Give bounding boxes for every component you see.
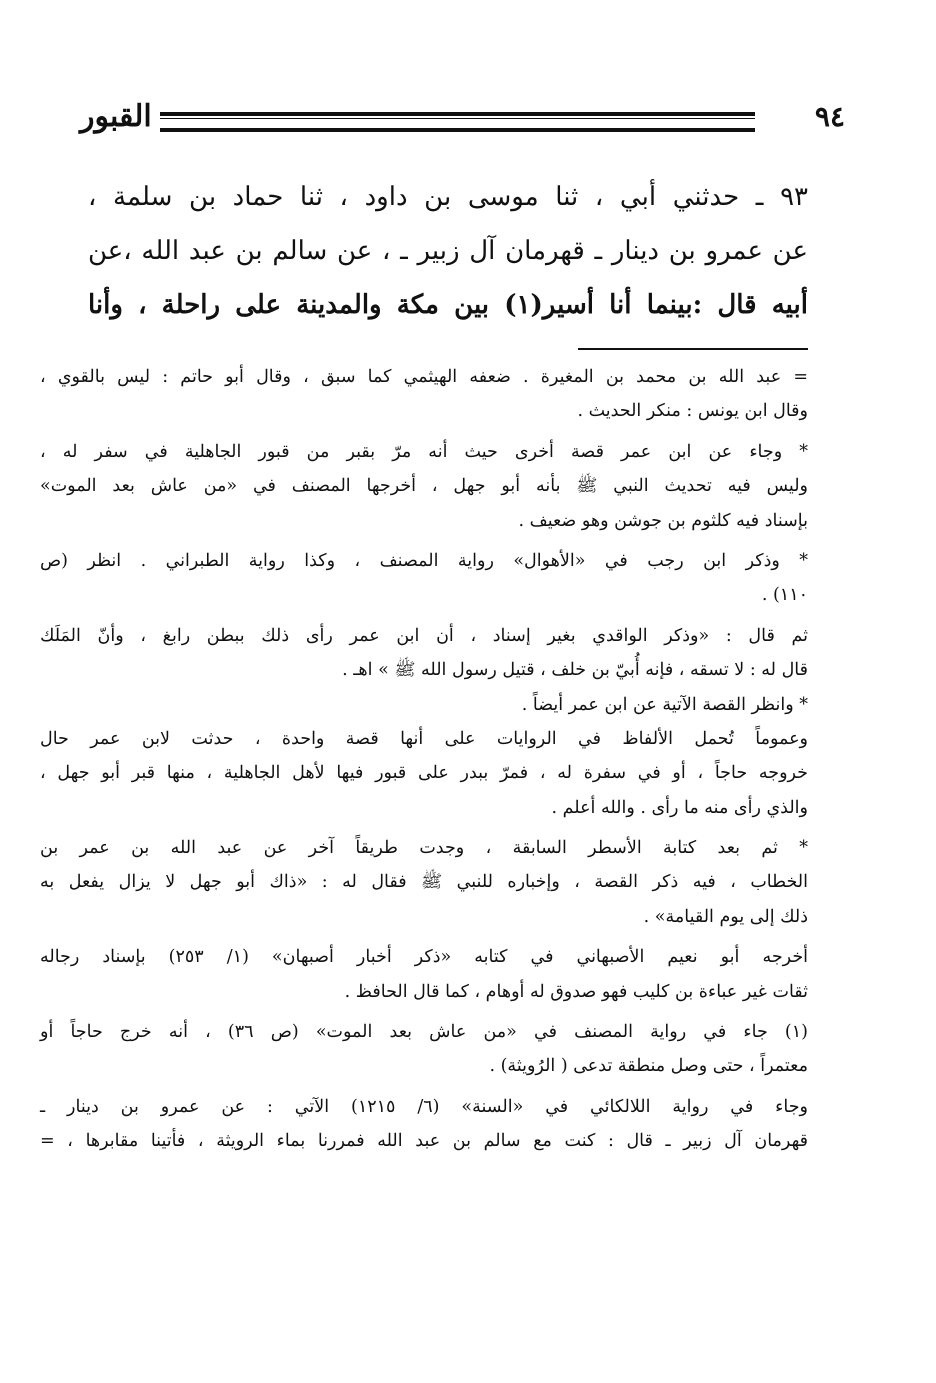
footnote-line: الخطاب ، فيه ذكر القصة ، وإخباره للنبي ﷺ فقال له : «ذاك أبو جهل لا يزال يفعل به xyxy=(40,872,808,893)
page-number: ٩٤ xyxy=(814,100,845,133)
footnote-line: معتمراً ، حتى وصل منطقة تدعى ( الرُويثة) . xyxy=(489,1056,808,1077)
footnote-line: ذلك إلى يوم القيامة» . xyxy=(643,906,808,927)
footnote-line: خروجه حاجاً ، أو في سفرة له ، فمرّ ببدر على قبور فيها لأهل الجاهلية ، منها قبر أبو جهل ، xyxy=(40,763,808,784)
footnote-line: وجاء في رواية اللالكائي في «السنة» (٦/ ١٢١٥) الآتي : عن عمرو بن دينار ـ xyxy=(40,1096,808,1117)
header-rule xyxy=(160,112,755,132)
footnote-line: بإسناد فيه كلثوم بن جوشن وهو ضعيف . xyxy=(518,510,808,531)
footnote-line: ثقات غير عباءة بن كليب فهو صدوق له أوهام ، كما قال الحافظ . xyxy=(344,981,808,1002)
footnote-line: * وانظر القصة الآتية عن ابن عمر أيضاً . xyxy=(521,694,808,715)
main-line: عن عمرو بن دينار ـ قهرمان آل زبير ـ ، عن سالم بن عبد الله ،عن xyxy=(88,236,808,266)
footnote-line: قهرمان آل زبير ـ قال : كنت مع سالم بن عبد الله فمررنا بماء الرويثة ، فأتينا مقابرها ، = xyxy=(40,1131,808,1152)
footnote-line: * وجاء عن ابن عمر قصة أخرى حيث أنه مرّ بقبر من قبور الجاهلية في سفر له ، xyxy=(40,441,808,462)
footnote-line: وعموماً تُحمل الألفاظ في الروايات على أنها قصة واحدة ، حدثت لابن عمر حال xyxy=(40,728,808,749)
footnote-line: وقال ابن يونس : منكر الحديث . xyxy=(577,401,808,422)
footnote-line: ١١٠) . xyxy=(761,585,808,606)
main-line: أبيه قال :بينما أنا أسير(١) بين مكة والمدينة على راحلة ، وأنا xyxy=(88,290,808,320)
footnote-line: ثم قال : «وذكر الواقدي بغير إسناد ، أن ابن عمر رأى ذلك ببطن رابغ ، وأنّ المَلَك xyxy=(40,625,808,646)
footnote-line: (١) جاء في رواية المصنف في «من عاش بعد الموت» (ص ٣٦) ، أنه خرج حاجاً أو xyxy=(40,1022,808,1043)
footnote-line: والذي رأى منه ما رأى . والله أعلم . xyxy=(551,797,808,818)
footnote-separator xyxy=(578,348,808,350)
footnote-line: * وذكر ابن رجب في «الأهوال» رواية المصنف ، وكذا رواية الطبراني . انظر (ص xyxy=(40,550,808,571)
footnotes xyxy=(40,360,808,1159)
footnote-line: * ثم بعد كتابة الأسطر السابقة ، وجدت طريقاً آخر عن عبد الله بن عمر بن xyxy=(40,838,808,859)
main-hadith-text xyxy=(88,170,808,332)
main-line: ٩٣ ـ حدثني أبي ، ثنا موسى بن داود ، ثنا حماد بن سلمة ، xyxy=(88,182,808,212)
page-header xyxy=(80,95,845,145)
running-title: القبور xyxy=(80,99,152,134)
footnote-line: قال له : لا تسقه ، فإنه أُبيّ بن خلف ، قتيل رسول الله ﷺ » اهـ . xyxy=(342,660,808,681)
footnote-line: وليس فيه تحديث النبي ﷺ بأنه أبو جهل ، أخرجها المصنف في «من عاش بعد الموت» xyxy=(40,476,808,497)
footnote-line: أخرجه أبو نعيم الأصبهاني في كتابه «ذكر أخبار أصبهان» (١/ ٢٥٣) بإسناد رجاله xyxy=(40,947,808,968)
footnote-line: = عبد الله بن محمد بن المغيرة . ضعفه الهيثمي كما سبق ، وقال أبو حاتم : ليس بالقوي ، xyxy=(40,367,808,387)
